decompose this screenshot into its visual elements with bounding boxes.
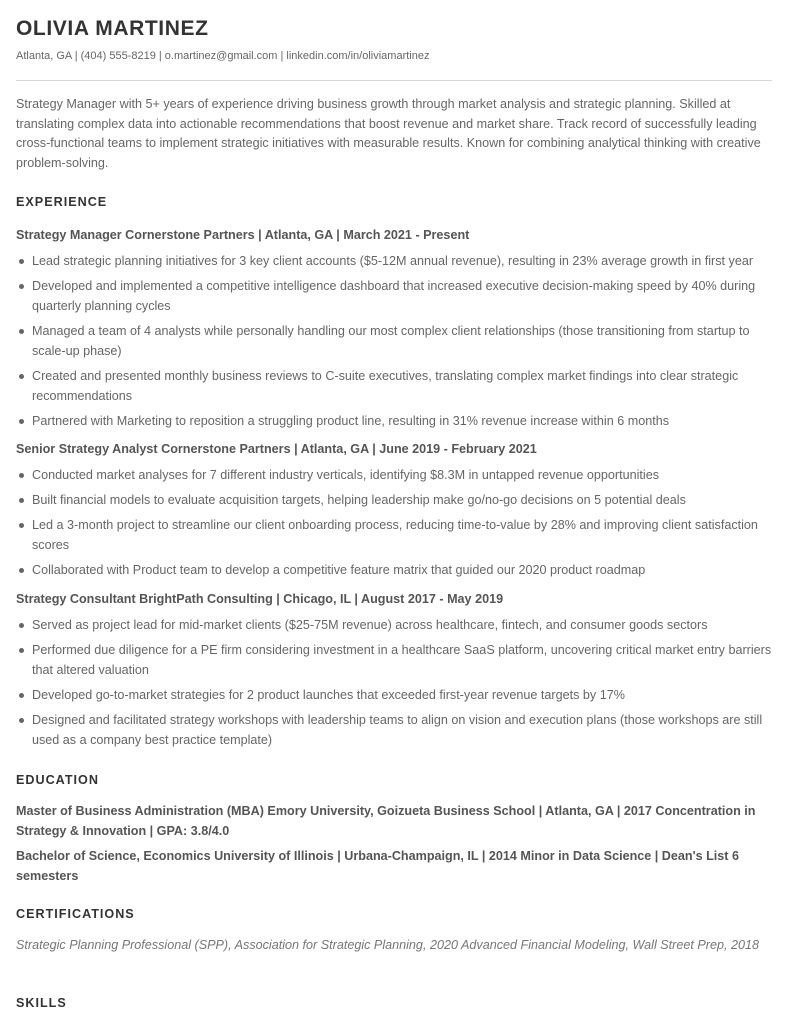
education-item-bs: Bachelor of Science, Economics University of Illinois | Urbana-Champaign, IL | 2014 Minor in Data Science | Dean's List 6 semesters [16,849,739,883]
contact-line: Atlanta, GA | (404) 555-8219 | o.martinez@gmail.com | linkedin.com/in/oliviamartinez [16,50,430,62]
job-title: Senior Strategy Analyst Cornerstone Partners | Atlanta, GA | June 2019 - February 2021 [16,442,537,456]
job-bullets [16,251,776,431]
experience-heading: EXPERIENCE [16,195,108,209]
job-entry-3 [16,591,776,755]
certifications-text: Strategic Planning Professional (SPP), Association for Strategic Planning, 2020 Advanced Financial Modeling, Wall Street Prep, 2018 [16,938,759,952]
job-entry-2 [16,441,776,585]
list-item: Led a 3-month project to streamline our client onboarding process, reducing time-to-value by 28% and improving client satisfaction scores [16,515,776,555]
list-item: Conducted market analyses for 7 different industry verticals, identifying $8.3M in untapped revenue opportunities [16,465,776,485]
job-title: Strategy Manager Cornerstone Partners | Atlanta, GA | March 2021 - Present [16,228,470,242]
list-item: Lead strategic planning initiatives for 3 key client accounts ($5-12M annual revenue), resulting in 23% average growth in first year [16,251,776,271]
list-item: Collaborated with Product team to develop a competitive feature matrix that guided our 2020 product roadmap [16,560,776,580]
header-divider [16,80,772,81]
list-item: Built financial models to evaluate acquisition targets, helping leadership make go/no-go decisions on 5 potential deals [16,490,776,510]
education-heading: EDUCATION [16,773,99,787]
candidate-name: OLIVIA MARTINEZ [16,17,209,40]
job-bullets [16,615,776,750]
list-item: Developed go-to-market strategies for 2 product launches that exceeded first-year revenue targets by 17% [16,685,776,705]
skills-heading: SKILLS [16,996,67,1010]
list-item: Performed due diligence for a PE firm considering investment in a healthcare SaaS platform, uncovering critical market entry barriers that altered valuation [16,640,776,680]
list-item: Designed and facilitated strategy workshops with leadership teams to align on vision and execution plans (those workshops are still used as a company best practice template) [16,710,776,750]
list-item: Partnered with Marketing to reposition a struggling product line, resulting in 31% revenue increase within 6 months [16,411,776,431]
list-item: Developed and implemented a competitive intelligence dashboard that increased executive decision-making speed by 40% during quarterly planning cycles [16,276,776,316]
job-title: Strategy Consultant BrightPath Consulting | Chicago, IL | August 2017 - May 2019 [16,592,504,606]
job-entry-1 [16,227,776,436]
list-item: Managed a team of 4 analysts while personally handling our most complex client relationships (those transitioning from startup to scale-up phase) [16,321,776,361]
list-item: Created and presented monthly business reviews to C-suite executives, translating complex market findings into clear strategic recommendations [16,366,776,406]
professional-summary: Strategy Manager with 5+ years of experience driving business growth through market analysis and strategic planning. Skilled at translating complex data into actionable recommendations that boost revenue and market share. Track record of successfully leading cross-functional teams to implement strategic initiatives with measurable results. Known for combining analytical thinking with creative problem-solving. [16,97,761,170]
certifications-heading: CERTIFICATIONS [16,907,135,921]
education-item-mba: Master of Business Administration (MBA) Emory University, Goizueta Business School | Atlanta, GA | 2017 Concentration in Strategy & Innovation | GPA: 3.8/4.0 [16,804,756,838]
list-item: Served as project lead for mid-market clients ($25-75M revenue) across healthcare, fintech, and consumer goods sectors [16,615,776,635]
job-bullets [16,465,776,580]
